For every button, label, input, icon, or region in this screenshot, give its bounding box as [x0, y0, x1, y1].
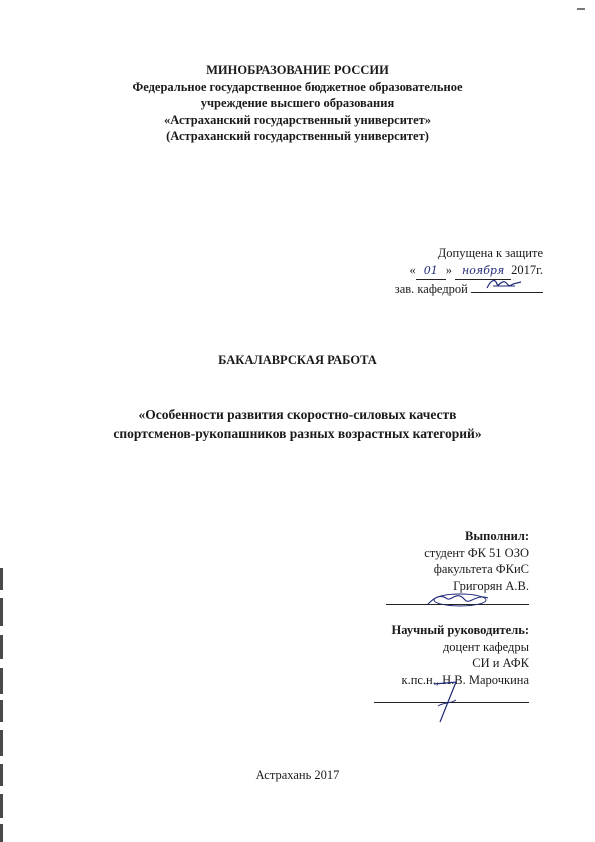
approval-year: 2017г. [511, 262, 543, 277]
date-close-quote: » [445, 262, 453, 277]
institution-header [40, 62, 555, 145]
head-signature [485, 276, 525, 292]
performer-group: студент ФК 51 ОЗО [424, 545, 529, 560]
supervisor-name: к.пс.н., Н.В. Марочкина [401, 672, 529, 687]
scan-mark [0, 700, 3, 722]
institution-type-cont: учреждение высшего образования [200, 96, 395, 110]
approval-day: 01 [416, 263, 446, 281]
head-of-department-signature-row [395, 280, 543, 298]
scan-mark [0, 598, 3, 626]
supervisor-signature [426, 676, 466, 726]
supervisor-position: доцент кафедры [442, 639, 529, 654]
work-type-title: БАКАЛАВРСКАЯ РАБОТА [218, 353, 377, 367]
defense-approval-block [395, 245, 543, 298]
scan-mark [0, 635, 3, 659]
scan-mark [0, 568, 3, 590]
university-short-name: (Астраханский государственный университет) [166, 129, 429, 143]
scan-corner-mark [577, 8, 585, 10]
date-open-quote: « [409, 262, 416, 277]
thesis-topic-line2: спортсменов-рукопашников разных возрастных категорий» [113, 426, 482, 441]
head-signature-line [471, 280, 543, 293]
scan-mark [0, 668, 3, 694]
approval-month: ноября [455, 263, 511, 281]
scan-edge-marks [0, 0, 7, 842]
head-of-department-label: зав. кафедрой [394, 282, 468, 296]
thesis-topic-line1: «Особенности развития скоростно-силовых качеств [138, 407, 457, 422]
performer-label: Выполнил: [465, 529, 529, 543]
city-year: Астрахань 2017 [255, 768, 340, 782]
performer-faculty: факультета ФКиС [433, 562, 529, 576]
performer-signature [424, 590, 494, 610]
thesis-topic [40, 405, 555, 443]
scan-mark [0, 730, 3, 756]
supervisor-department: СИ и АФК [472, 656, 529, 670]
supervisor-label: Научный руководитель: [391, 623, 529, 637]
scan-mark [0, 794, 3, 818]
ministry-name: МИНОБРАЗОВАНИЕ РОССИИ [206, 63, 389, 77]
university-name: «Астраханский государственный университет» [163, 112, 432, 127]
performer-block [424, 528, 529, 594]
admitted-to-defense: Допущена к защите [437, 246, 543, 260]
institution-type: Федеральное государственное бюджетное образовательное [132, 79, 463, 94]
performer-name: Григорян А.В. [453, 578, 529, 593]
scan-mark [0, 824, 3, 842]
